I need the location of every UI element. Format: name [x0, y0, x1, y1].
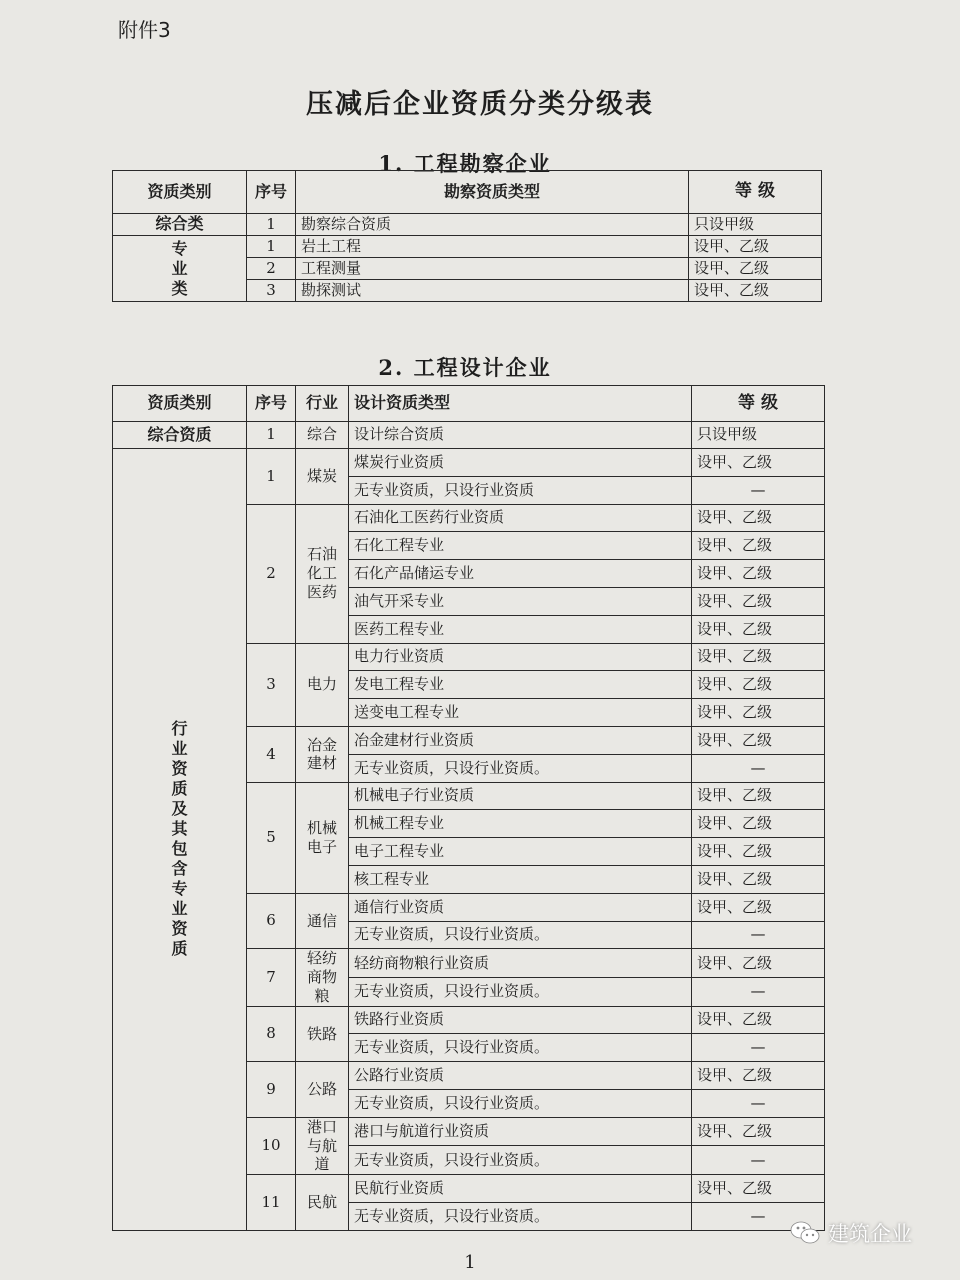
design-table [112, 385, 825, 1231]
industry-cell [296, 949, 349, 1006]
section1-title: 1. 工程勘察企业 [378, 151, 552, 176]
industry-text: 机械电子 [306, 818, 337, 856]
table-row [113, 214, 822, 236]
type-cell: 机械电子行业资质 [349, 782, 692, 810]
level-cell: — [692, 1034, 825, 1062]
industry-text: 电力 [306, 675, 337, 694]
level-cell: 只设甲级 [689, 214, 822, 236]
header-type: 勘察资质类型 [296, 171, 689, 214]
level-cell: 设甲、乙级 [692, 893, 825, 921]
table-row [113, 236, 822, 258]
type-cell: 勘探测试 [296, 280, 689, 302]
seq-cell: 3 [247, 643, 296, 726]
industry-cell [296, 449, 349, 505]
level-cell: 设甲、乙级 [689, 236, 822, 258]
type-cell: 勘察综合资质 [296, 214, 689, 236]
industry-cell [296, 1062, 349, 1118]
category-text: 专业类 [171, 238, 188, 298]
table-row [113, 449, 825, 477]
level-cell: 设甲、乙级 [692, 1175, 825, 1203]
industry-text: 轻纺商物粮 [306, 949, 337, 1005]
level-cell: 设甲、乙级 [692, 671, 825, 699]
seq-cell: 1 [247, 449, 296, 505]
type-cell: 无专业资质，只设行业资质。 [349, 921, 692, 949]
type-cell: 轻纺商物粮行业资质 [349, 949, 692, 978]
industry-cell [296, 1175, 349, 1231]
seq-cell: 8 [247, 1006, 296, 1062]
seq-cell: 5 [247, 782, 296, 893]
type-cell: 无专业资质，只设行业资质。 [349, 1146, 692, 1175]
industry-text: 铁路 [306, 1024, 337, 1043]
level-cell: 设甲、乙级 [692, 699, 825, 727]
level-cell: — [692, 1202, 825, 1230]
header-category: 资质类别 [113, 386, 247, 422]
type-cell: 无专业资质，只设行业资质。 [349, 1089, 692, 1117]
seq-cell: 4 [247, 726, 296, 782]
type-cell: 无专业资质，只设行业资质。 [349, 1034, 692, 1062]
table-header-row [113, 171, 822, 214]
type-cell: 冶金建材行业资质 [349, 726, 692, 754]
type-cell: 机械工程专业 [349, 810, 692, 838]
type-cell: 无专业资质，只设行业资质。 [349, 754, 692, 782]
table-header-row [113, 386, 825, 422]
type-cell: 电子工程专业 [349, 838, 692, 866]
level-cell: 设甲、乙级 [692, 643, 825, 671]
level-cell: — [692, 921, 825, 949]
table-row [113, 422, 825, 449]
type-cell: 工程测量 [296, 258, 689, 280]
page-number: 1 [464, 1252, 476, 1273]
type-cell: 公路行业资质 [349, 1062, 692, 1090]
industry-text: 通信 [306, 911, 337, 930]
type-cell: 无专业资质，只设行业资质。 [349, 1202, 692, 1230]
type-cell: 港口与航道行业资质 [349, 1117, 692, 1146]
type-cell: 电力行业资质 [349, 643, 692, 671]
type-cell: 设计综合资质 [349, 422, 692, 449]
type-cell: 岩土工程 [296, 236, 689, 258]
level-cell: 设甲、乙级 [692, 532, 825, 560]
seq-cell: 6 [247, 893, 296, 949]
industry-text: 公路 [306, 1080, 337, 1099]
type-cell: 通信行业资质 [349, 893, 692, 921]
industry-cell [296, 1117, 349, 1174]
watermark-text: 建筑企业 [828, 1222, 912, 1246]
level-cell: 设甲、乙级 [692, 949, 825, 978]
seq-cell: 1 [247, 214, 296, 236]
category-cell [113, 236, 247, 302]
level-cell: 设甲、乙级 [692, 865, 825, 893]
level-cell: 设甲、乙级 [689, 280, 822, 302]
header-level: 等 级 [689, 171, 822, 214]
type-cell: 石化工程专业 [349, 532, 692, 560]
category-text: 行业资质及其包含专业资质 [171, 719, 188, 959]
seq-cell: 1 [247, 236, 296, 258]
seq-cell: 9 [247, 1062, 296, 1118]
level-cell: — [692, 754, 825, 782]
level-cell: 设甲、乙级 [692, 560, 825, 588]
industry-text: 石油化工医药 [306, 545, 337, 601]
type-cell: 发电工程专业 [349, 671, 692, 699]
level-cell: 设甲、乙级 [692, 1006, 825, 1034]
type-cell: 核工程专业 [349, 865, 692, 893]
level-cell: 设甲、乙级 [692, 810, 825, 838]
type-cell: 油气开采专业 [349, 587, 692, 615]
header-seq: 序号 [247, 386, 296, 422]
type-cell: 送变电工程专业 [349, 699, 692, 727]
type-cell: 石化产品储运专业 [349, 560, 692, 588]
level-cell: 只设甲级 [692, 422, 825, 449]
watermark [790, 1218, 912, 1248]
category-cell: 综合类 [113, 214, 247, 236]
header-level: 等 级 [692, 386, 825, 422]
seq-cell: 11 [247, 1175, 296, 1231]
attachment-label: 附件3 [118, 18, 171, 42]
level-cell: — [692, 476, 825, 504]
industry-cell [296, 504, 349, 643]
level-cell: 设甲、乙级 [692, 1062, 825, 1090]
type-cell: 无专业资质，只设行业资质 [349, 476, 692, 504]
level-cell: 设甲、乙级 [689, 258, 822, 280]
seq-cell: 2 [247, 258, 296, 280]
type-cell: 医药工程专业 [349, 615, 692, 643]
header-seq: 序号 [247, 171, 296, 214]
industry-cell [296, 893, 349, 949]
industry-cell: 综合 [296, 422, 349, 449]
level-cell: 设甲、乙级 [692, 782, 825, 810]
header-category: 资质类别 [113, 171, 247, 214]
header-type: 设计资质类型 [349, 386, 692, 422]
seq-cell: 7 [247, 949, 296, 1006]
level-cell: 设甲、乙级 [692, 1117, 825, 1146]
type-cell: 石油化工医药行业资质 [349, 504, 692, 532]
industry-text: 港口与航道 [306, 1117, 337, 1174]
level-cell: 设甲、乙级 [692, 449, 825, 477]
industry-cell [296, 643, 349, 726]
level-cell: 设甲、乙级 [692, 615, 825, 643]
industry-text: 煤炭 [306, 466, 337, 485]
type-cell: 无专业资质，只设行业资质。 [349, 977, 692, 1006]
category-cell [113, 449, 247, 1231]
seq-cell: 1 [247, 422, 296, 449]
level-cell: 设甲、乙级 [692, 504, 825, 532]
industry-cell [296, 726, 349, 782]
type-cell: 民航行业资质 [349, 1175, 692, 1203]
header-industry: 行业 [296, 386, 349, 422]
type-cell: 煤炭行业资质 [349, 449, 692, 477]
level-cell: 设甲、乙级 [692, 838, 825, 866]
seq-cell: 2 [247, 504, 296, 643]
section2-title: 2. 工程设计企业 [378, 355, 552, 380]
level-cell: — [692, 977, 825, 1006]
industry-text: 冶金建材 [306, 735, 337, 773]
category-cell: 综合资质 [113, 422, 247, 449]
industry-cell [296, 1006, 349, 1062]
level-cell: — [692, 1146, 825, 1175]
seq-cell: 10 [247, 1117, 296, 1174]
industry-text: 民航 [306, 1192, 337, 1211]
level-cell: 设甲、乙级 [692, 587, 825, 615]
industry-cell [296, 782, 349, 893]
survey-table [112, 170, 822, 302]
level-cell: 设甲、乙级 [692, 726, 825, 754]
level-cell: — [692, 1089, 825, 1117]
wechat-icon [790, 1220, 820, 1246]
type-cell: 铁路行业资质 [349, 1006, 692, 1034]
page-title: 压减后企业资质分类分级表 [306, 89, 654, 120]
seq-cell: 3 [247, 280, 296, 302]
